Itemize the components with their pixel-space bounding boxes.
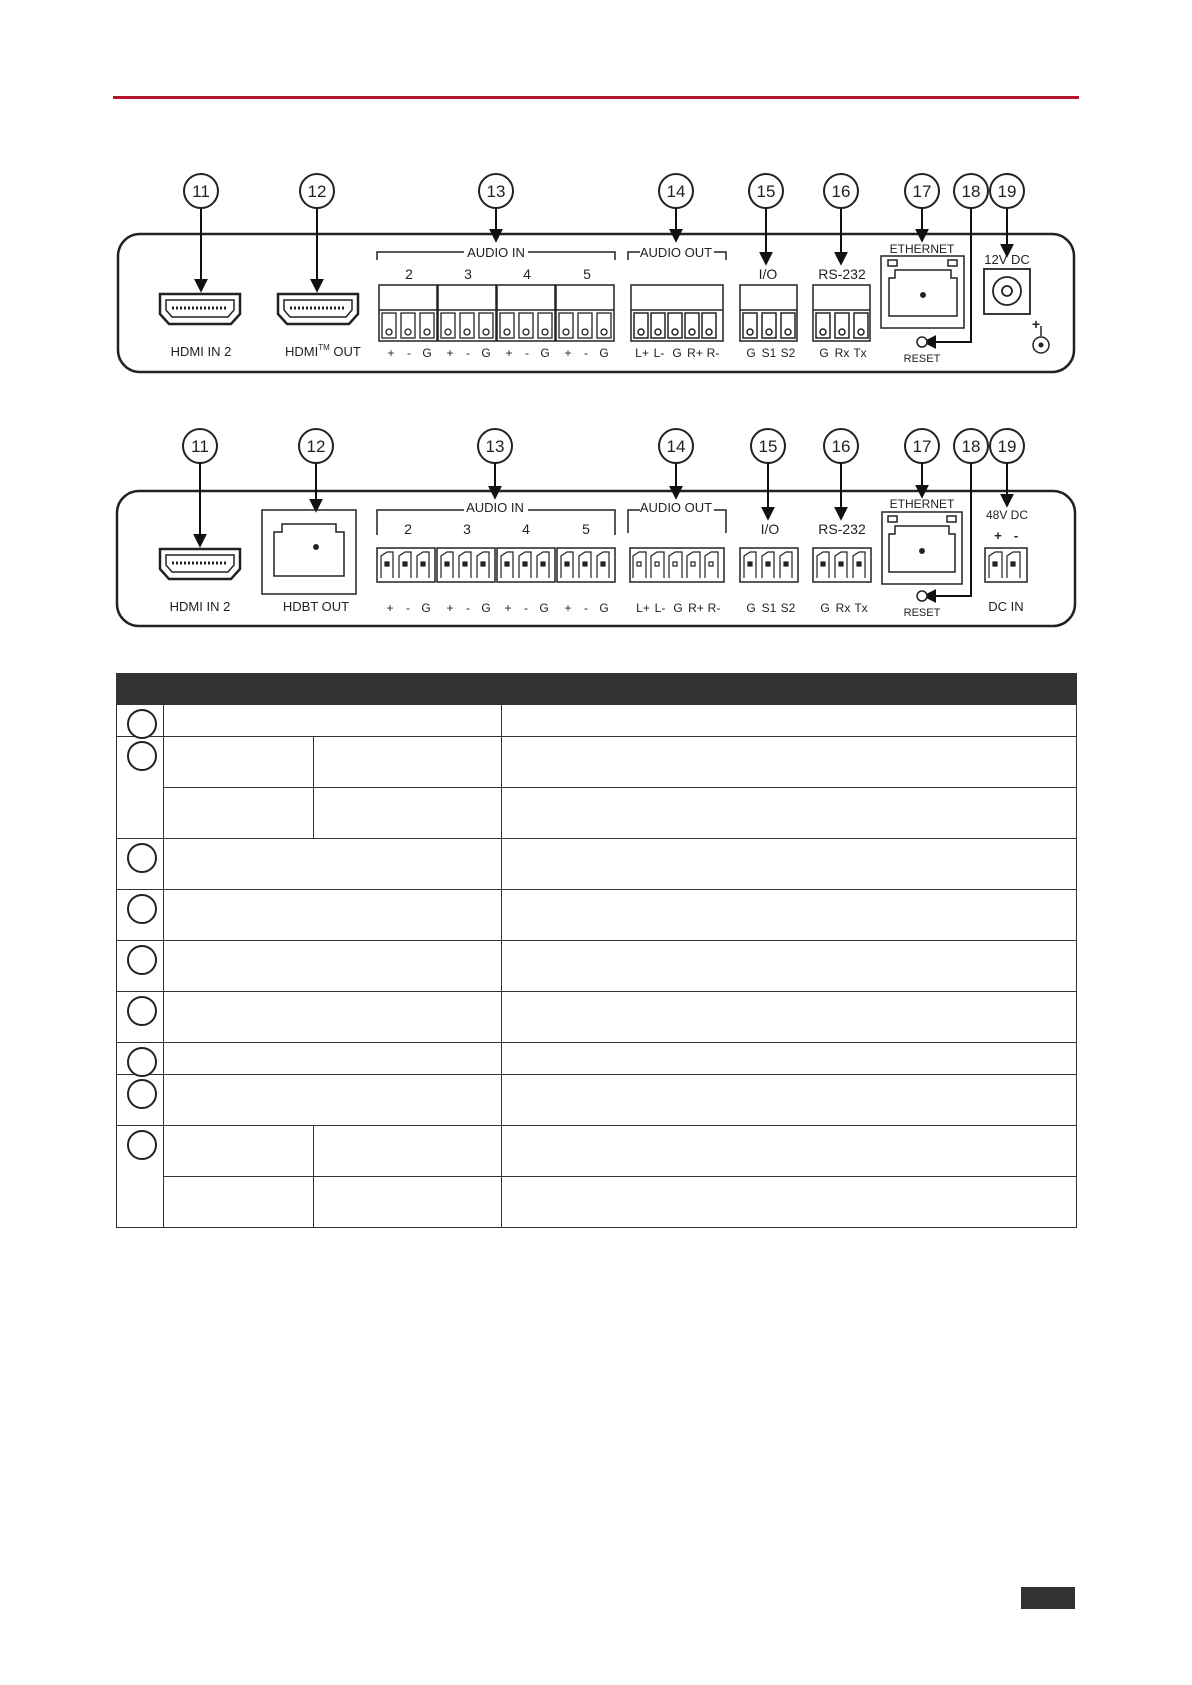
number-circle xyxy=(127,996,157,1026)
row-num-cell xyxy=(117,1075,164,1126)
io-block-b xyxy=(740,548,798,582)
callout-11: 11 xyxy=(192,182,210,201)
number-circle xyxy=(127,1047,157,1077)
reset-button-b xyxy=(917,591,927,601)
io-pin-labels-a xyxy=(746,346,795,360)
callout-11-b: 11 xyxy=(191,437,209,456)
svg-text:S2: S2 xyxy=(780,601,796,615)
svg-text:S1: S1 xyxy=(761,601,777,615)
rs232-title-a: RS-232 xyxy=(818,266,866,282)
panel-b xyxy=(117,429,1075,626)
callout-15: 15 xyxy=(756,182,776,201)
panel-a-callouts xyxy=(184,174,1024,208)
hdmi-out-label-a: HDMI™ OUT xyxy=(285,343,361,359)
audio-in-ch-3-a: 3 xyxy=(464,266,472,282)
svg-text:-: - xyxy=(406,601,410,615)
feature-cell xyxy=(164,705,502,737)
callout-17-b: 17 xyxy=(912,437,932,456)
rs232-block-b xyxy=(813,548,871,582)
feature-sub-cell xyxy=(314,737,502,788)
hdmi-out-port-a xyxy=(278,294,358,324)
number-circle xyxy=(127,709,157,739)
row-num-cell xyxy=(117,941,164,992)
callout-18-b: 18 xyxy=(961,437,981,456)
row-num-cell xyxy=(117,992,164,1043)
plus-sign-a: + xyxy=(1031,316,1041,332)
table-header-row xyxy=(117,674,1077,705)
ethernet-port-a xyxy=(881,256,964,328)
audio-out-title-a: AUDIO OUT xyxy=(639,245,713,260)
audio-in-ch-2-a: 2 xyxy=(405,266,413,282)
svg-text:G: G xyxy=(539,601,549,615)
function-cell xyxy=(502,788,1077,839)
table-row xyxy=(117,1126,1077,1177)
svg-text:G: G xyxy=(746,601,756,615)
connector-table xyxy=(116,673,1076,1228)
feature-sub-cell xyxy=(314,1126,502,1177)
audio-in-ch-5-b: 5 xyxy=(582,521,590,537)
feature-cell xyxy=(164,890,502,941)
dc-in-label-b: DC IN xyxy=(988,599,1024,614)
svg-text:G: G xyxy=(421,601,431,615)
svg-text:G: G xyxy=(599,601,609,615)
callout-18: 18 xyxy=(961,182,981,201)
svg-text:+: + xyxy=(504,601,512,615)
rs232-block-a xyxy=(813,285,870,341)
audio-in-ch-4-b: 4 xyxy=(522,521,530,537)
table-row xyxy=(117,737,1077,788)
function-cell xyxy=(502,1043,1077,1075)
number-circle xyxy=(127,843,157,873)
callout-12-b: 12 xyxy=(306,437,326,456)
io-title-a: I/O xyxy=(758,266,778,282)
row-num-cell xyxy=(117,737,164,839)
svg-text:G: G xyxy=(481,346,491,360)
panel-a-arrows xyxy=(201,208,1007,342)
function-cell xyxy=(502,992,1077,1043)
svg-text:L-: L- xyxy=(653,346,665,360)
function-cell xyxy=(502,705,1077,737)
feature-cell xyxy=(164,992,502,1043)
callout-19-b: 19 xyxy=(997,437,1017,456)
rs232-pin-labels-a xyxy=(819,346,866,360)
reset-label-a: RESET xyxy=(903,353,941,365)
svg-text:Rx: Rx xyxy=(835,601,851,615)
svg-text:G: G xyxy=(746,346,756,360)
power-pin-minus-b: - xyxy=(1013,528,1019,543)
svg-text:Tx: Tx xyxy=(853,346,867,360)
hdmi-in-port-a xyxy=(160,294,240,324)
svg-text:+: + xyxy=(446,601,454,615)
hdbt-out-label-b: HDBT OUT xyxy=(282,599,350,614)
audio-in-ch-3-b: 3 xyxy=(463,521,471,537)
svg-text:L+: L+ xyxy=(636,601,650,615)
audio-out-block-b xyxy=(630,548,724,582)
table-row xyxy=(117,941,1077,992)
power-label-b: 48V DC xyxy=(985,508,1029,522)
reset-button-a xyxy=(917,337,927,347)
callout-19: 19 xyxy=(997,182,1017,201)
feature-cell xyxy=(164,788,314,839)
rear-panel-diagrams xyxy=(0,0,1192,660)
table-row xyxy=(117,890,1077,941)
svg-text:R+: R+ xyxy=(687,346,703,360)
feature-cell xyxy=(164,1126,314,1177)
audio-in-title-b: AUDIO IN xyxy=(466,500,524,515)
audio-out-pin-labels-b xyxy=(636,601,720,615)
table-row xyxy=(117,1075,1077,1126)
table-row xyxy=(117,839,1077,890)
panel-b-callouts xyxy=(183,429,1024,463)
number-circle xyxy=(127,741,157,771)
svg-text:R-: R- xyxy=(707,601,721,615)
feature-sub-cell xyxy=(314,1177,502,1228)
callout-17: 17 xyxy=(912,182,932,201)
number-circle xyxy=(127,945,157,975)
hdbt-out-port-b xyxy=(262,510,356,594)
audio-in-ch-4-a: 4 xyxy=(523,266,531,282)
svg-text:-: - xyxy=(524,601,528,615)
function-cell xyxy=(502,1126,1077,1177)
feature-cell xyxy=(164,1043,502,1075)
function-cell xyxy=(502,890,1077,941)
svg-text:G: G xyxy=(673,601,683,615)
dc-jack-a xyxy=(984,269,1030,314)
callout-12: 12 xyxy=(307,182,327,201)
audio-out-block-a xyxy=(631,285,723,341)
header-cell-num xyxy=(117,674,164,705)
svg-text:Tx: Tx xyxy=(854,601,868,615)
svg-text:+: + xyxy=(386,601,394,615)
header-cell-function xyxy=(502,674,1077,705)
audio-in-pin-labels-a xyxy=(387,346,608,360)
audio-in-pin-labels-b xyxy=(386,601,608,615)
io-pin-labels-b xyxy=(746,601,795,615)
svg-text:G: G xyxy=(422,346,432,360)
ethernet-port-b xyxy=(882,512,962,584)
reset-label-b: RESET xyxy=(903,607,941,619)
table-row xyxy=(117,1043,1077,1075)
svg-text:-: - xyxy=(407,346,411,360)
audio-in-title-a: AUDIO IN xyxy=(467,245,525,260)
function-cell xyxy=(502,1075,1077,1126)
feature-cell xyxy=(164,941,502,992)
rs232-pin-labels-b xyxy=(820,601,867,615)
svg-text:G: G xyxy=(540,346,550,360)
power-pin-plus-b: + xyxy=(994,528,1002,543)
page-number-badge xyxy=(1021,1587,1075,1609)
callout-13-b: 13 xyxy=(485,437,505,456)
feature-cell xyxy=(164,1075,502,1126)
svg-text:-: - xyxy=(584,346,588,360)
io-block-a xyxy=(740,285,797,341)
svg-text:G: G xyxy=(481,601,491,615)
hdmi-in-label-b: HDMI IN 2 xyxy=(169,599,231,614)
svg-text:+: + xyxy=(564,601,572,615)
function-cell xyxy=(502,1177,1077,1228)
callout-16-b: 16 xyxy=(831,437,851,456)
row-num-cell xyxy=(117,1043,164,1075)
feature-sub-cell xyxy=(314,788,502,839)
number-circle xyxy=(127,1079,157,1109)
row-num-cell xyxy=(117,705,164,737)
svg-text:Rx: Rx xyxy=(834,346,850,360)
callout-14: 14 xyxy=(666,182,686,201)
row-num-cell xyxy=(117,1126,164,1228)
table-row xyxy=(117,1177,1077,1228)
svg-text:-: - xyxy=(584,601,588,615)
audio-out-title-b: AUDIO OUT xyxy=(639,500,713,515)
svg-text:R-: R- xyxy=(706,346,720,360)
svg-text:+: + xyxy=(387,346,395,360)
audio-in-ch-2-b: 2 xyxy=(404,521,412,537)
number-circle xyxy=(127,1130,157,1160)
number-circle xyxy=(127,894,157,924)
table-row xyxy=(117,705,1077,737)
table-row xyxy=(117,992,1077,1043)
callout-15-b: 15 xyxy=(758,437,778,456)
callout-14-b: 14 xyxy=(666,437,686,456)
feature-cell xyxy=(164,1177,314,1228)
svg-text:-: - xyxy=(466,601,470,615)
audio-in-blocks-b xyxy=(377,548,615,582)
feature-cell xyxy=(164,839,502,890)
callout-16: 16 xyxy=(831,182,851,201)
ethernet-label-a: ETHERNET xyxy=(889,242,955,256)
panel-a xyxy=(118,174,1074,372)
rs232-title-b: RS-232 xyxy=(818,521,866,537)
power-label-a: 12V DC xyxy=(984,252,1030,267)
svg-text:L+: L+ xyxy=(635,346,649,360)
io-title-b: I/O xyxy=(760,521,780,537)
ethernet-label-b: ETHERNET xyxy=(889,497,955,511)
hdmi-in-port-b xyxy=(160,549,240,579)
row-num-cell xyxy=(117,890,164,941)
function-cell xyxy=(502,839,1077,890)
svg-text:L-: L- xyxy=(654,601,666,615)
callout-13: 13 xyxy=(486,182,506,201)
table-row xyxy=(117,788,1077,839)
spec-table xyxy=(116,673,1077,1228)
svg-text:+: + xyxy=(505,346,513,360)
feature-cell xyxy=(164,737,314,788)
svg-text:R+: R+ xyxy=(688,601,704,615)
svg-text:S1: S1 xyxy=(761,346,777,360)
svg-text:+: + xyxy=(446,346,454,360)
header-cell-feature xyxy=(164,674,502,705)
svg-text:G: G xyxy=(599,346,609,360)
svg-text:-: - xyxy=(466,346,470,360)
function-cell xyxy=(502,737,1077,788)
svg-text:G: G xyxy=(819,346,829,360)
svg-text:G: G xyxy=(820,601,830,615)
dc-in-block-b xyxy=(985,548,1027,582)
svg-text:-: - xyxy=(525,346,529,360)
hdmi-in-label-a: HDMI IN 2 xyxy=(170,344,232,359)
audio-in-ch-5-a: 5 xyxy=(583,266,591,282)
svg-text:G: G xyxy=(672,346,682,360)
svg-text:S2: S2 xyxy=(780,346,796,360)
audio-out-pin-labels-a xyxy=(635,346,719,360)
svg-text:+: + xyxy=(564,346,572,360)
row-num-cell xyxy=(117,839,164,890)
function-cell xyxy=(502,941,1077,992)
